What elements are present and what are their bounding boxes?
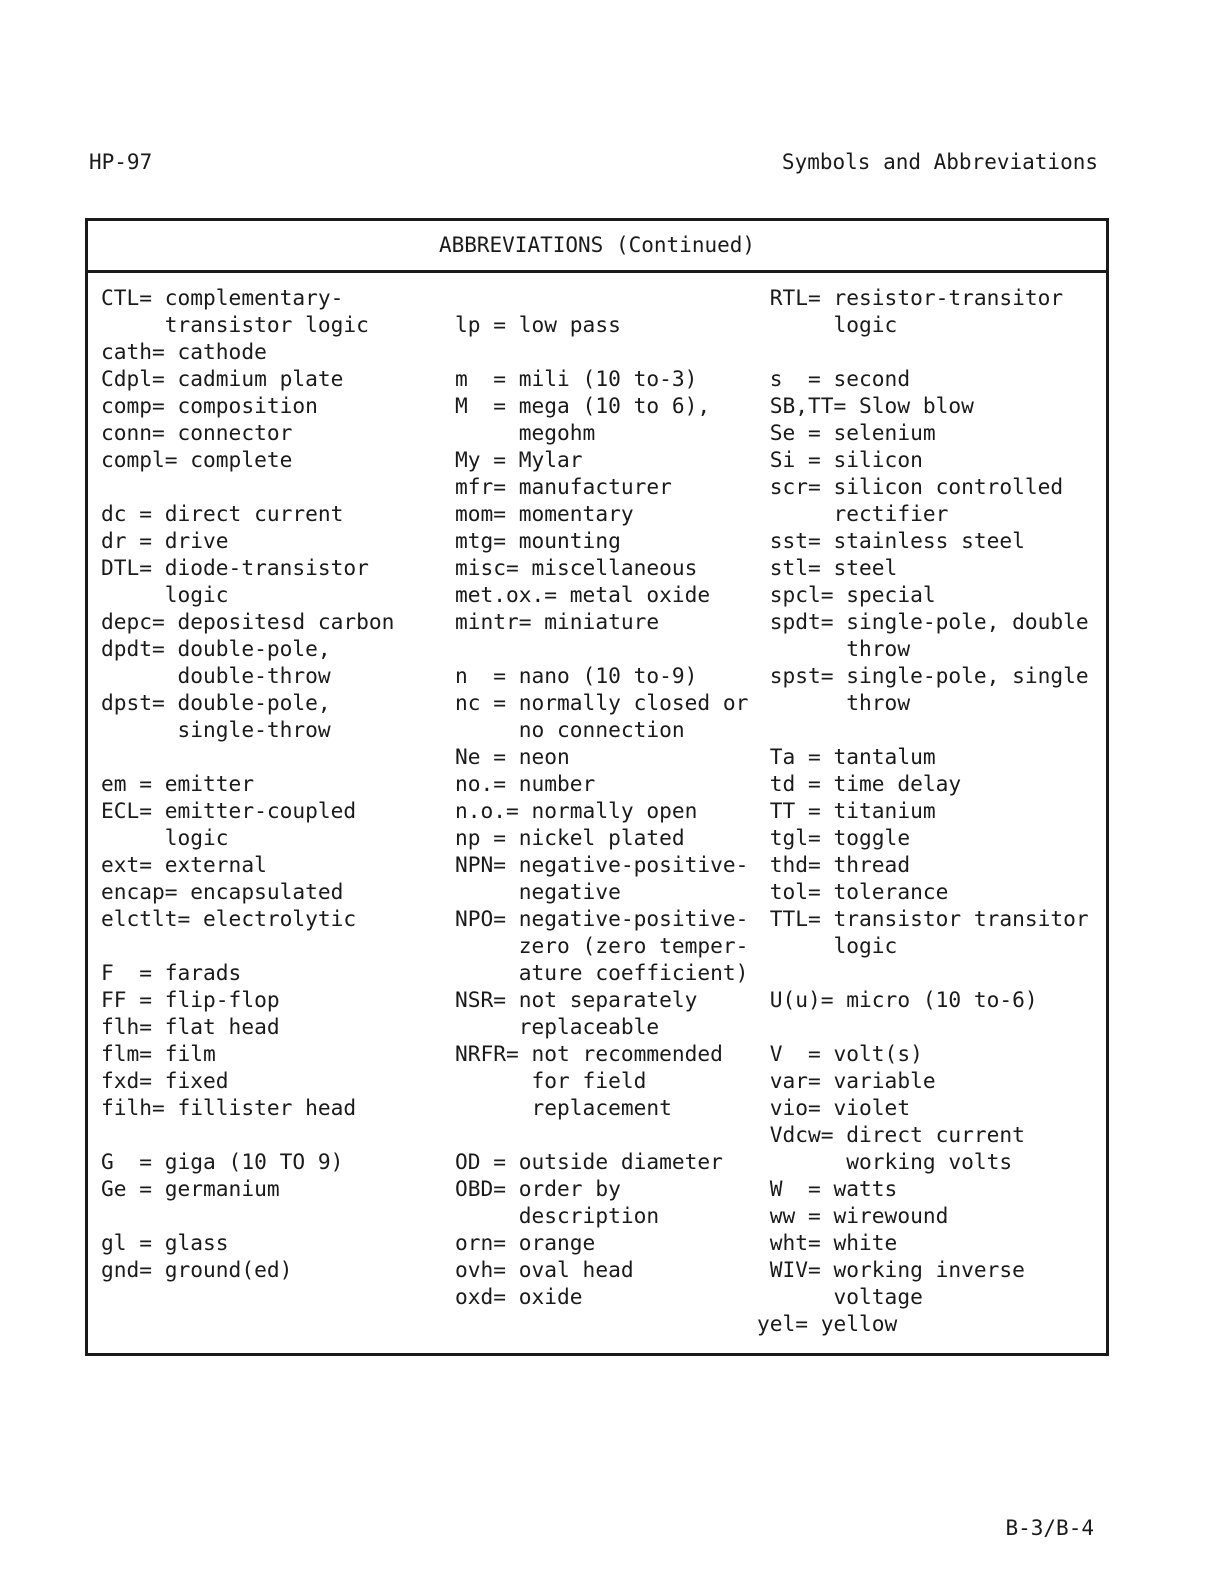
abbreviation-line: np = nickel plated [455,825,685,850]
abbreviation-line: compl= complete [101,447,293,472]
abbreviation-line: My = Mylar [455,447,583,472]
abbreviation-line [455,338,748,365]
abbreviation-line: spcl= special [757,582,936,607]
abbreviation-line [101,932,394,959]
abbreviation-line: nc = normally closed or [455,690,749,715]
abbreviation-line [455,1121,748,1148]
abbreviation-line [757,338,1089,365]
abbreviation-line: OD = outside diameter [455,1149,723,1174]
abbreviation-line: vio= violet [757,1095,911,1120]
abbreviation-line: dpst= double-pole, [101,690,331,715]
abbreviation-line: single-throw [101,717,331,742]
abbreviation-line: sst= stainless steel [757,528,1025,553]
abbreviation-line: description [455,1203,660,1228]
abbreviation-column-3 [757,284,1089,1337]
abbreviation-line: Ge = germanium [101,1176,280,1201]
abbreviation-line: megohm [455,420,596,445]
abbreviation-line: dr = drive [101,528,229,553]
abbreviation-line: throw [757,636,911,661]
abbreviation-line: Vdcw= direct current [757,1122,1025,1147]
abbreviation-line: Si = silicon [757,447,923,472]
abbreviation-line: gl = glass [101,1230,229,1255]
abbreviation-line: voltage [757,1284,923,1309]
abbreviation-line: dc = direct current [101,501,344,526]
abbreviation-line: for field [455,1068,647,1093]
abbreviation-line: spdt= single-pole, double [757,609,1089,634]
abbreviation-column-2 [455,284,748,1310]
abbreviation-line: no.= number [455,771,596,796]
abbreviation-line [757,959,1089,986]
abbreviation-line: mintr= miniature [455,609,660,634]
abbreviation-line: zero (zero temper- [455,933,749,958]
abbreviation-line: working volts [757,1149,1013,1174]
abbreviation-line: FF = flip-flop [101,987,280,1012]
abbreviation-line: s = second [757,366,911,391]
abbreviation-line: flm= film [101,1041,216,1066]
abbreviation-line: yel= yellow [757,1311,898,1336]
abbreviation-line: filh= fillister head [101,1095,357,1120]
abbreviation-line: CTL= complementary- [101,285,344,310]
abbreviation-line: encap= encapsulated [101,879,344,904]
abbreviation-line: stl= steel [757,555,898,580]
abbreviation-line: conn= connector [101,420,293,445]
abbreviation-line: SB,TT= Slow blow [757,393,974,418]
abbreviation-line: ww = wirewound [757,1203,949,1228]
abbreviation-line: orn= orange [455,1230,596,1255]
abbreviation-line: wht= white [757,1230,898,1255]
abbreviation-line: gnd= ground(ed) [101,1257,293,1282]
abbreviation-line: cath= cathode [101,339,267,364]
abbreviation-line: dpdt= double-pole, [101,636,331,661]
abbreviation-line: U(u)= micro (10 to-6) [757,987,1038,1012]
abbreviation-line: NRFR= not recommended [455,1041,723,1066]
abbreviation-line: mfr= manufacturer [455,474,672,499]
abbreviation-line: ature coefficient) [455,960,749,985]
abbreviation-line: n = nano (10 to-9) [455,663,698,688]
abbreviation-line: oxd= oxide [455,1284,583,1309]
abbreviation-line: var= variable [757,1068,936,1093]
abbreviation-line: td = time delay [757,771,962,796]
abbreviation-line: NSR= not separately [455,987,698,1012]
abbreviation-line: ext= external [101,852,267,877]
abbreviation-line: replacement [455,1095,672,1120]
abbreviation-line [455,635,748,662]
abbreviation-line: logic [757,933,898,958]
abbreviation-line: thd= thread [757,852,911,877]
abbreviation-line: V = volt(s) [757,1041,923,1066]
abbreviation-line: n.o.= normally open [455,798,698,823]
abbreviation-line: throw [757,690,911,715]
abbreviation-line: replaceable [455,1014,660,1039]
abbreviation-line: transistor logic [101,312,369,337]
abbreviation-line: logic [101,582,229,607]
abbreviation-line: RTL= resistor-transitor [757,285,1064,310]
abbreviation-line: TTL= transistor transitor [757,906,1089,931]
abbreviation-line: DTL= diode-transistor [101,555,369,580]
abbreviation-line: m = mili (10 to-3) [455,366,698,391]
table-title: ABBREVIATIONS (Continued) [88,221,1106,273]
abbreviation-line: G = giga (10 TO 9) [101,1149,344,1174]
abbreviation-line: mtg= mounting [455,528,621,553]
abbreviation-line [101,1202,394,1229]
abbreviation-line: W = watts [757,1176,898,1201]
abbreviation-line: tol= tolerance [757,879,949,904]
running-header-right: Symbols and Abbreviations [781,150,1098,174]
abbreviation-line: mom= momentary [455,501,634,526]
abbreviation-line: M = mega (10 to 6), [455,393,711,418]
abbreviation-line: negative [455,879,621,904]
abbreviation-line: logic [757,312,898,337]
abbreviation-line: elctlt= electrolytic [101,906,357,931]
abbreviation-line: rectifier [757,501,949,526]
abbreviation-line: flh= flat head [101,1014,280,1039]
abbreviation-line: double-throw [101,663,331,688]
abbreviation-line: spst= single-pole, single [757,663,1089,688]
abbreviation-column-1 [101,284,394,1283]
abbreviation-line [101,743,394,770]
abbreviation-line [101,473,394,500]
abbreviation-line [757,716,1089,743]
abbreviation-line: em = emitter [101,771,255,796]
abbreviation-line: depc= depositesd carbon [101,609,395,634]
abbreviation-line: comp= composition [101,393,318,418]
abbreviation-line: tgl= toggle [757,825,911,850]
abbreviation-line [101,1121,394,1148]
running-header-left: HP-97 [89,150,153,174]
abbreviation-line: lp = low pass [455,312,621,337]
abbreviation-line [757,1013,1089,1040]
abbreviation-line: ECL= emitter-coupled [101,798,357,823]
abbreviation-line: Cdpl= cadmium plate [101,366,344,391]
abbreviation-line: Ta = tantalum [757,744,936,769]
abbreviation-line: fxd= fixed [101,1068,229,1093]
abbreviation-line: OBD= order by [455,1176,621,1201]
abbreviation-line: ovh= oval head [455,1257,634,1282]
abbreviation-line: Se = selenium [757,420,936,445]
abbreviation-line: misc= miscellaneous [455,555,698,580]
abbreviation-line: NPN= negative-positive- [455,852,749,877]
abbreviation-line: no connection [455,717,685,742]
abbreviation-line: logic [101,825,229,850]
abbreviation-line: scr= silicon controlled [757,474,1064,499]
abbreviation-line: met.ox.= metal oxide [455,582,711,607]
abbreviation-line: TT = titanium [757,798,936,823]
abbreviation-line: NPO= negative-positive- [455,906,749,931]
abbreviation-line: F = farads [101,960,242,985]
abbreviation-line: WIV= working inverse [757,1257,1025,1282]
page-number: B-3/B-4 [1005,1516,1094,1540]
abbreviation-line [455,284,748,311]
abbreviation-line: Ne = neon [455,744,570,769]
